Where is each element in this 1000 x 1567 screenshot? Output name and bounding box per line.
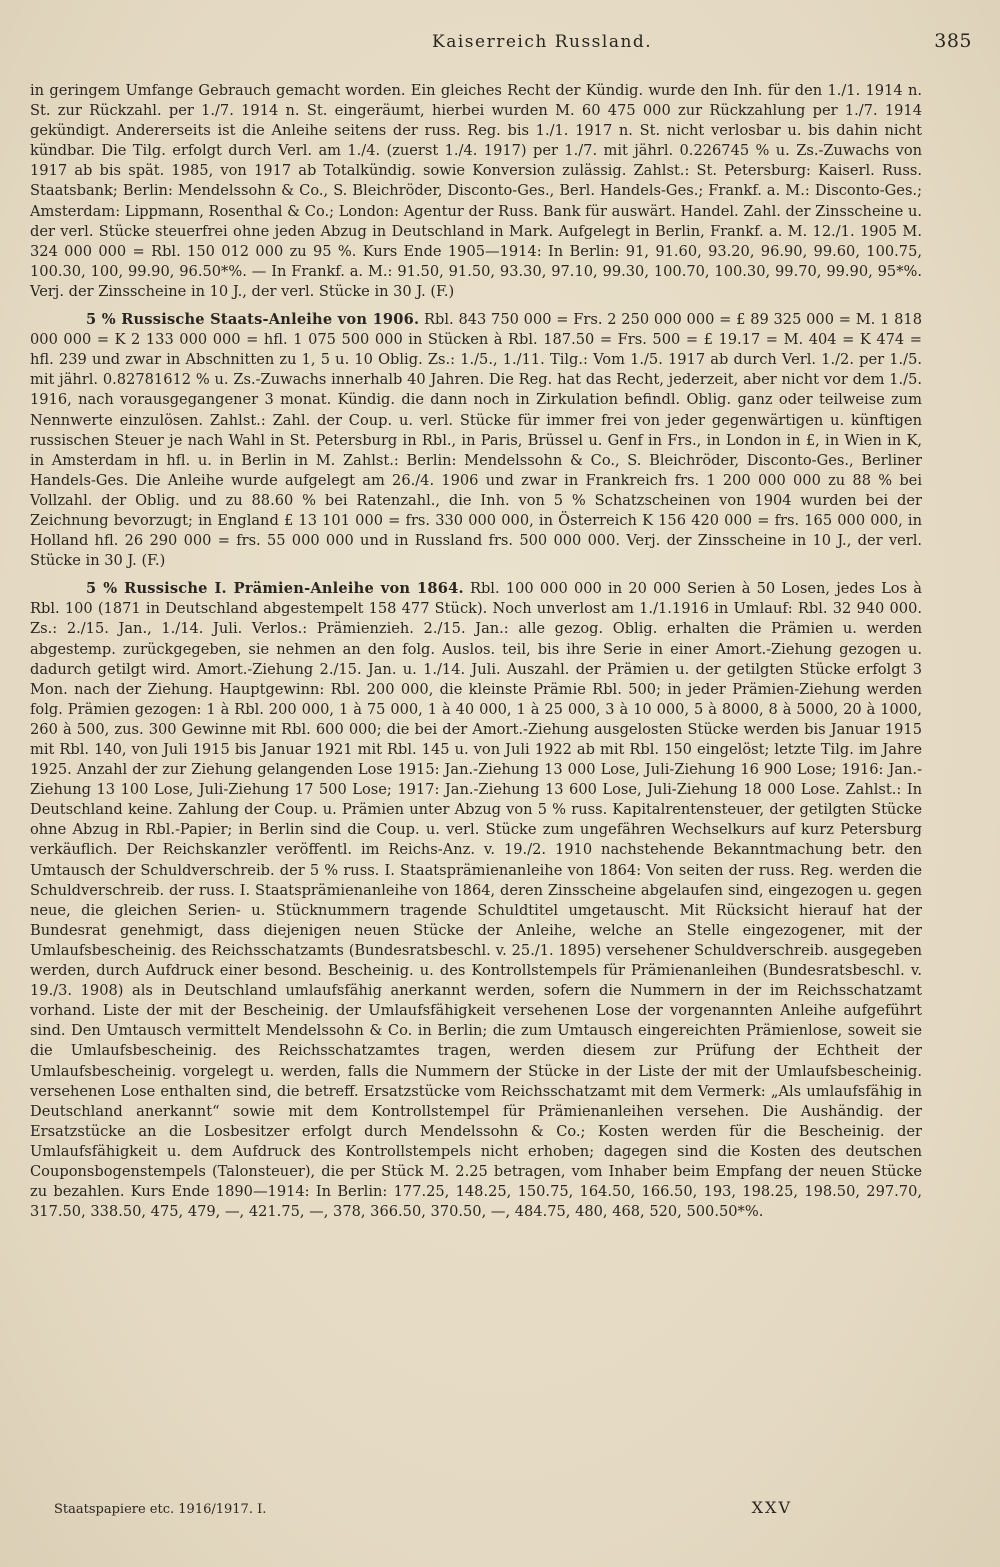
section-heading: 5 % Russische Staats-Anleihe von 1906. <box>86 311 420 329</box>
page-body <box>30 81 922 1222</box>
paragraph-text: Rbl. 843 750 000 = Frs. 2 250 000 000 = £ 89 325 000 = M. 1 818 000 000 = K 2 133 000 000 = hfl. 1 075 500 000 in Stücken à Rbl. 187.50 = Frs. 500 = £ 19.17 = M. 404 = K 474 = hfl. 239 und zwar in Abschnitten zu 1, 5 u. 10 Oblig. Zs.: 1./5., 1./11. Tilg.: Vom 1./5. 1917 ab durch Verl. 1./2. per 1./5. mit jährl. 0.82781612 % u. Zs.-Zuwachs innerhalb 40 Jahren. Die Reg. hat das Recht, jederzeit, aber nicht vor dem 1./5. 1916, nach vorausgegangener 3 monat. Kündig. die dann noch in Zirkulation befindl. Oblig. ganz oder teilweise zum Nennwerte einzulösen. Zahlst.: Zahl. der Coup. u. verl. Stücke für immer frei von jeder gegenwärtigen u. künftigen russischen Steuer je nach Wahl in St. Petersburg in Rbl., in Paris, Brüssel u. Genf in Frs., in London in £, in Wien in K, in Amsterdam in hfl. u. in Berlin in M. Zahlst.: Berlin: Mendelssohn & Co., S. Bleichröder, Disconto-Ges., Berliner Handels-Ges. Die Anleihe wurde aufgelegt am 26./4. 1906 und zwar in Frankreich frs. 1 200 000 000 zu 88 % bei Vollzahl. der Oblig. und zu 88.60 % bei Ratenzahl., die Inh. von 5 % Schatzscheinen von 1904 wurden bei der Zeichnung bevorzugt; in England £ 13 101 000 = frs. 330 000 000, in Österreich K 156 420 000 = frs. 165 000 000, in Holland hfl. 26 290 000 = frs. 55 000 000 und in Russland frs. 500 000 000. Verj. der Zinsscheine in 10 J., der verl. Stücke in 30 J. (F.) <box>30 311 922 570</box>
footer-publication: Staatspapiere etc. 1916/1917. I. <box>54 1502 267 1517</box>
paragraph-continuation <box>30 81 922 302</box>
paragraph-russian-premium-loan-1864 <box>30 579 922 1222</box>
paragraph-russian-state-loan-1906 <box>30 310 922 571</box>
paragraph-text: Rbl. 100 000 000 in 20 000 Serien à 50 Losen, jedes Los à Rbl. 100 (1871 in Deutschland abgestempelt 158 477 Stück). Noch unverlost am 1./1.1916 in Umlauf: Rbl. 32 940 000. Zs.: 2./15. Jan., 1./14. Juli. Verlos.: Prämienzieh. 2./15. Jan.: alle gezog. Oblig. erhalten die Prämien u. werden abgestemp. zurückgegeben, sie nehmen an den folg. Auslos. teil, bis ihre Serie in einer Amort.-Ziehung gezogen u. dadurch getilgt wird. Amort.-Ziehung 2./15. Jan. u. 1./14. Juli. Auszahl. der Prämien u. der getilgten Stücke erfolgt 3 Mon. nach der Ziehung. Hauptgewinn: Rbl. 200 000, die kleinste Prämie Rbl. 500; in jeder Prämien-Ziehung werden folg. Prämien gezogen: 1 à Rbl. 200 000, 1 à 75 000, 1 à 40 000, 1 à 25 000, 3 à 10 000, 5 à 8000, 8 à 5000, 20 à 1000, 260 à 500, zus. 300 Gewinne mit Rbl. 600 000; die bei der Amort.-Ziehung ausgelosten Stücke werden bis Januar 1915 mit Rbl. 140, von Juli 1915 bis Januar 1921 mit Rbl. 145 u. von Juli 1922 ab mit Rbl. 150 eingelöst; letzte Tilg. im Jahre 1925. Anzahl der zur Ziehung gelangenden Lose 1915: Jan.-Ziehung 13 000 Lose, Juli-Ziehung 16 900 Lose; 1916: Jan.-Ziehung 13 100 Lose, Juli-Ziehung 17 500 Lose; 1917: Jan.-Ziehung 13 600 Lose, Juli-Ziehung 18 000 Lose. Zahlst.: In Deutschland keine. Zahlung der Coup. u. Prämien unter Abzug von 5 % russ. Kapitalrentensteuer, der getilgten Stücke ohne Abzug in Rbl.-Papier; in Berlin sind die Coup. u. verl. Stücke zum ungefähren Wechselkurs auf kurz Petersburg verkäuflich. Der Reichskanzler veröffentl. im Reichs-Anz. v. 19./2. 1910 nachstehende Bekanntmachung betr. den Umtausch der Schuldverschreib. der 5 % russ. I. Staatsprämienanleihe von 1864: Von seiten der russ. Reg. werden die Schuldverschreib. der russ. I. Staatsprämienanleihe von 1864, deren Zinsscheine abgelaufen sind, eingezogen u. gegen neue, die gleichen Serien- u. Stücknummern tragende Schuldtitel umgetauscht. Mit Rücksicht hierauf hat der Bundesrat genehmigt, dass diejenigen neuen Stücke der Anleihe, welche an Stelle eingezogener, mit der Umlaufsbescheinig. des Reichsschatzamts (Bundesratsbeschl. v. 25./1. 1895) versehener Schuldverschreib. ausgegeben werden, durch Aufdruck einer besond. Bescheinig. u. des Kontrollstempels für Prämienanleihen (Bundesratsbeschl. v. 19./3. 1908) als in Deutschland umlaufsfähig anerkannt werden, sofern die Nummern in der im Reichsschatzamt vorhand. Liste der mit der Bescheinig. der Umlaufsfähigkeit versehenen Lose der vorgenannten Anleihe aufgeführt sind. Den Umtausch vermittelt Mendelssohn & Co. in Berlin; die zum Umtausch eingereichten Prämienlose, soweit sie die Umlaufsbescheinig. des Reichsschatzamtes tragen, werden diesem zur Prüfung der Echtheit der Umlaufsbescheinig. vorgelegt u. werden, falls die Nummern der Stücke in der Liste der mit der Umlaufsbescheinig. versehenen Lose enthalten sind, die betreff. Ersatzstücke vom Reichsschatzamt mit dem Vermerk: „Als umlaufsfähig in Deutschland anerkannt“ sowie mit dem Kontrollstempel für Prämienanleihen versehen. Die Aushändig. der Ersatzstücke an die Losbesitzer erfolgt durch Mendelssohn & Co.; Kosten werden für die Bescheinig. der Umlaufsfähigkeit u. dem Aufdruck des Kontrollstempels nicht erhoben; dagegen sind die Kosten des deutschen Couponsbogenstempels (Talonsteuer), die per Stück M. 2.25 betragen, vom Inhaber beim Empfang der neuen Stücke zu bezahlen. Kurs Ende 1890—1914: In Berlin: 177.25, 148.25, 150.75, 164.50, 166.50, 193, 198.25, 198.50, 297.70, 317.50, 338.50, 475, 479, —, 421.75, —, 378, 366.50, 370.50, —, 484.75, 480, 468, 520, 500.50*%. <box>30 580 922 1221</box>
footer-signature-mark: XXV <box>751 1498 792 1517</box>
paragraph-text: in geringem Umfange Gebrauch gemacht worden. Ein gleiches Recht der Kündig. wurde den Inh. für den 1./1. 1914 n. St. zur Rückzahl. per 1./7. 1914 n. St. eingeräumt, hierbei wurden M. 60 475 000 zur Rückzahlung per 1./7. 1914 gekündigt. Andererseits ist die Anleihe seitens der russ. Reg. bis 1./1. 1917 n. St. nicht verlosbar u. bis dahin nicht kündbar. Die Tilg. erfolgt durch Verl. am 1./4. (zuerst 1./4. 1917) per 1./7. mit jährl. 0.226745 % u. Zs.-Zuwachs von 1917 ab bis spät. 1985, von 1917 ab Totalkündig. sowie Konversion zulässig. Zahlst.: St. Petersburg: Kaiserl. Russ. Staatsbank; Berlin: Mendelssohn & Co., S. Bleichröder, Disconto-Ges., Berl. Handels-Ges.; Frankf. a. M.: Disconto-Ges.; Amsterdam: Lippmann, Rosenthal & Co.; London: Agentur der Russ. Bank für auswärt. Handel. Zahl. der Zinsscheine u. der verl. Stücke steuerfrei ohne jeden Abzug in Deutschland in Mark. Aufgelegt in Berlin, Frankf. a. M. 12./1. 1905 M. 324 000 000 = Rbl. 150 012 000 zu 95 %. Kurs Ende 1905—1914: In Berlin: 91, 91.60, 93.20, 96.90, 99.60, 100.75, 100.30, 100, 99.90, 96.50*%. — In Frankf. a. M.: 91.50, 91.50, 93.30, 97.10, 99.30, 100.70, 100.30, 99.70, 99.90, 95*%. Verj. der Zinsscheine in 10 J., der verl. Stücke in 30 J. (F.) <box>30 82 922 300</box>
section-heading: 5 % Russische I. Prämien-Anleihe von 1864. <box>86 580 464 598</box>
page-number: 385 <box>934 30 972 52</box>
page-footer <box>54 1498 792 1517</box>
running-header <box>30 30 972 58</box>
page-header-title: Kaiserreich Russland. <box>432 32 653 52</box>
